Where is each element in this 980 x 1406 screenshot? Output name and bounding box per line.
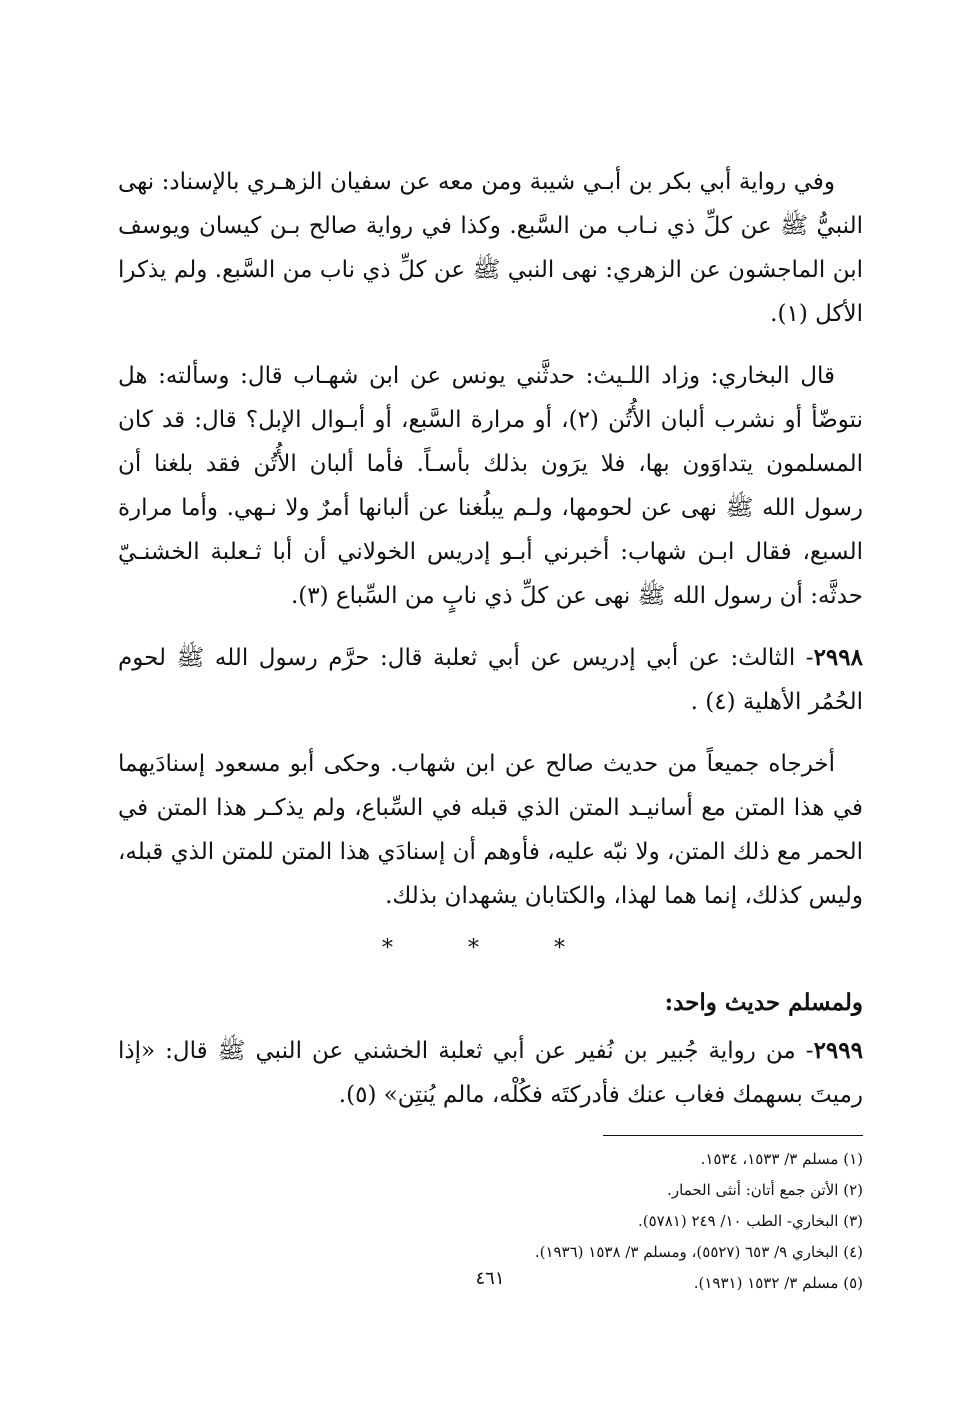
hadith-2998 [118,636,863,724]
paragraph-commentary: أخرجاه جميعاً من حديث صالح عن ابن شهاب. وحكى أبو مسعود إسنادَيهما في هذا المتن مع أسانيـد المتن الذي قبله في السِّباع، ولم يذكـر هذا المتن في الحمر مع ذلك المتن، ولا نبّه عليه، فأوهم أن إسنادَي هذا المتن للمتن الذي قبله، وليس كذلك، إنما هما لهذا، والكتابان يشهدان بذلك. [118,751,863,909]
hadith-number: ٢٩٩٨ [813,644,863,671]
page-number: ٤٦١ [475,1268,505,1289]
hadith-2999 [118,1029,863,1117]
hadith-text: - الثالث: عن أبي إدريس عن أبي ثعلبة قال: حرَّم رسول الله ﷺ لحوم الحُمُر الأهلية (٤) . [118,645,863,715]
footnote-2: (٢) الأتن جمع أتان: أنثى الحمار. [667,1181,863,1199]
section-heading: ولمسلم حديث واحد: [664,989,863,1016]
paragraph-bukhari-narration: قال البخاري: وزاد اللـيث: حدثَّني يونس عن ابن شهـاب قال: وسألته: هل نتوضّأ أو نشرب ألبان الأُتُن (٢)، أو مرارة السَّبع، أو أبـوال الإبل؟ قال: قد كان المسلمون يتداوَون بها، فلا يرَون بذلك بأسـاً. فأما ألبان الأُتُن فقد بلغنا أن رسول الله ﷺ نهى عن لحومها، ولـم يبلُغنا عن ألبانها أمرٌ ولا نـهي. وأما مرارة السبع، فقال ابـن شهاب: أخبرني أبـو إدريس الخولاني أن أبا ثـعلبة الخشنـيّ حدثَّه: أن رسول الله ﷺ نهى عن كلِّ ذي نابٍ من السِّباع (٣). [118,363,863,609]
footnote-3: (٣) البخاري- الطب ١٠/ ٢٤٩ (٥٧٨١). [637,1212,863,1230]
footnote-4: (٤) البخاري ٩/ ٦٥٣ (٥٥٢٧)، ومسلم ٣/ ١٥٣٨ (١٩٣٦). [534,1243,863,1261]
footnote-5: (٥) مسلم ٣/ ١٥٣٢ (١٩٣١). [693,1274,863,1292]
page-body [118,160,863,1299]
section-separator: * * * [382,936,599,961]
hadith-text: - من رواية جُبير بن نُفير عن أبي ثعلبة الخشني عن النبي ﷺ قال: «إذا رميتَ بسهمك فغاب عنك فأدركتَه فكُلْه، مالم يُنتِن» (٥). [118,1038,863,1108]
footnote-divider [603,1135,863,1136]
footnote-1: (١) مسلم ٣/ ١٥٣٣، ١٥٣٤. [700,1150,863,1168]
paragraph-abu-bakr-narration: وفي رواية أبي بكر بن أبـي شيبة ومن معه عن سفيان الزهـري بالإسناد: نهى النبيُّ ﷺ عن كلِّ ذي نـاب من السَّبع. وكذا في رواية صالح بـن كيسان ويوسف ابن الماجشون عن الزهري: نهى النبي ﷺ عن كلِّ ذي ناب من السَّبع. ولم يذكرا الأكل (١). [118,169,863,327]
hadith-number: ٢٩٩٩ [813,1037,863,1064]
